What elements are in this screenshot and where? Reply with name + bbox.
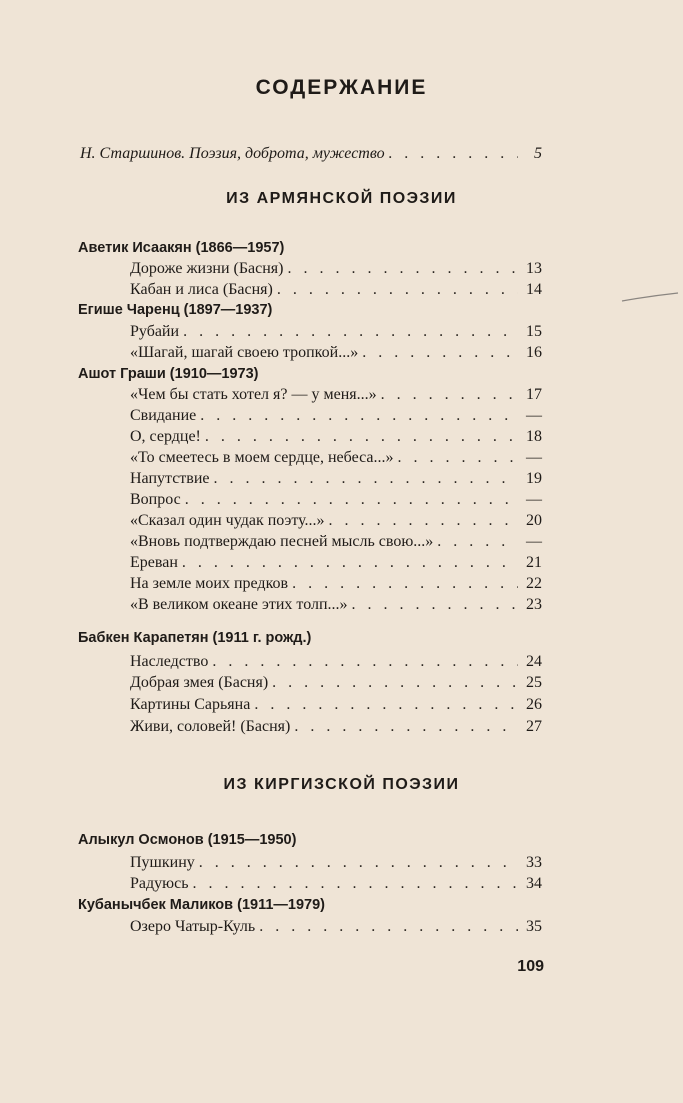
toc-entry	[130, 491, 542, 513]
entry-title: Живи, соловей! (Басня)	[130, 718, 291, 735]
dot-leader	[272, 674, 518, 692]
section-title-armenian: ИЗ АРМЯНСКОЙ ПОЭЗИИ	[226, 190, 457, 207]
dot-leader	[437, 533, 518, 551]
page-number: 109	[517, 958, 544, 975]
dot-leader	[381, 386, 518, 404]
toc-entry	[130, 554, 542, 576]
entry-page: 22	[526, 575, 542, 592]
toc-entry	[130, 653, 542, 675]
dot-leader	[389, 145, 518, 163]
toc-entry-intro	[80, 145, 542, 167]
entry-title: Напутствие	[130, 470, 210, 487]
entry-page: 19	[526, 470, 542, 487]
entry-title: Наследство	[130, 653, 209, 670]
dot-leader	[329, 512, 518, 530]
entry-title: «Чем бы стать хотел я? — у меня...»	[130, 386, 377, 403]
dot-leader	[200, 407, 518, 425]
page-title: СОДЕРЖАНИЕ	[255, 76, 428, 99]
dot-leader	[205, 428, 518, 446]
toc-entry	[130, 386, 542, 408]
toc-entry	[130, 718, 542, 740]
toc-entry	[130, 533, 542, 555]
toc-entry	[130, 281, 542, 303]
entry-page: 33	[526, 854, 542, 871]
dot-leader	[294, 718, 518, 736]
entry-title: Радуюсь	[130, 875, 189, 892]
entry-page: 21	[526, 554, 542, 571]
entry-title: «То смеетесь в моем сердце, небеса...»	[130, 449, 394, 466]
toc-entry	[130, 449, 542, 471]
entry-page: 20	[526, 512, 542, 529]
dot-leader	[288, 260, 519, 278]
entry-page: 14	[526, 281, 542, 298]
toc-entry	[130, 428, 542, 450]
dot-leader	[292, 575, 518, 593]
toc-entry	[130, 918, 542, 940]
entry-title: «Шагай, шагай своею тропкой...»	[130, 344, 359, 361]
entry-title: Картины Сарьяна	[130, 696, 251, 713]
author-heading: Алыкул Осмонов (1915—1950)	[78, 832, 297, 848]
entry-page: —	[526, 407, 542, 424]
toc-entry	[130, 260, 542, 282]
entry-page: 16	[526, 344, 542, 361]
dot-leader	[352, 596, 518, 614]
toc-entry	[130, 674, 542, 696]
entry-page: 5	[534, 145, 542, 162]
author-heading: Аветик Исаакян (1866—1957)	[78, 240, 285, 256]
toc-entry	[130, 323, 542, 345]
entry-title: Вопрос	[130, 491, 181, 508]
entry-page: —	[526, 449, 542, 466]
entry-page: 18	[526, 428, 542, 445]
entry-title: Дороже жизни (Басня)	[130, 260, 284, 277]
dot-leader	[214, 470, 518, 488]
toc-entry	[130, 875, 542, 897]
dot-leader	[183, 323, 518, 341]
entry-title: Добрая змея (Басня)	[130, 674, 269, 691]
entry-title: Ереван	[130, 554, 178, 571]
entry-page: 27	[526, 718, 542, 735]
toc-entry	[130, 344, 542, 366]
toc-entry	[130, 512, 542, 534]
entry-page: 24	[526, 653, 542, 670]
toc-entry	[130, 596, 542, 618]
entry-page: 26	[526, 696, 542, 713]
dot-leader	[362, 344, 518, 362]
dot-leader	[277, 281, 518, 299]
entry-page: 13	[526, 260, 542, 277]
entry-title: Свидание	[130, 407, 197, 424]
entry-page: 25	[526, 674, 542, 691]
dot-leader	[254, 696, 518, 714]
dot-leader	[212, 653, 518, 671]
entry-page: 34	[526, 875, 542, 892]
author-heading: Бабкен Карапетян (1911 г. рожд.)	[78, 630, 312, 646]
dot-leader	[259, 918, 518, 936]
toc-entry	[130, 854, 542, 876]
toc-entry	[130, 470, 542, 492]
author-heading: Ашот Граши (1910—1973)	[78, 366, 259, 382]
author-heading: Кубанычбек Маликов (1911—1979)	[78, 897, 325, 913]
section-title-kyrgyz: ИЗ КИРГИЗСКОЙ ПОЭЗИИ	[223, 776, 460, 793]
entry-title: Кабан и лиса (Басня)	[130, 281, 273, 298]
entry-title: Озеро Чатыр-Куль	[130, 918, 256, 935]
entry-title: Н. Старшинов. Поэзия, доброта, мужество	[80, 145, 385, 162]
entry-page: —	[526, 533, 542, 550]
author-heading: Егише Чаренц (1897—1937)	[78, 302, 273, 318]
entry-title: «В великом океане этих толп...»	[130, 596, 348, 613]
entry-title: «Сказал один чудак поэту...»	[130, 512, 325, 529]
toc-entry	[130, 696, 542, 718]
entry-page: —	[526, 491, 542, 508]
entry-page: 35	[526, 918, 542, 935]
dot-leader	[397, 449, 518, 467]
entry-page: 23	[526, 596, 542, 613]
entry-title: Рубайи	[130, 323, 180, 340]
toc-entry	[130, 575, 542, 597]
dot-leader	[182, 554, 518, 572]
entry-page: 15	[526, 323, 542, 340]
dot-leader	[199, 854, 518, 872]
dot-leader	[185, 491, 518, 509]
entry-title: «Вновь подтверждаю песней мысль свою...»	[130, 533, 434, 550]
entry-title: О, сердце!	[130, 428, 201, 445]
pencil-mark	[620, 290, 680, 304]
entry-title: На земле моих предков	[130, 575, 289, 592]
toc-entry	[130, 407, 542, 429]
dot-leader	[193, 875, 519, 893]
entry-page: 17	[526, 386, 542, 403]
entry-title: Пушкину	[130, 854, 195, 871]
